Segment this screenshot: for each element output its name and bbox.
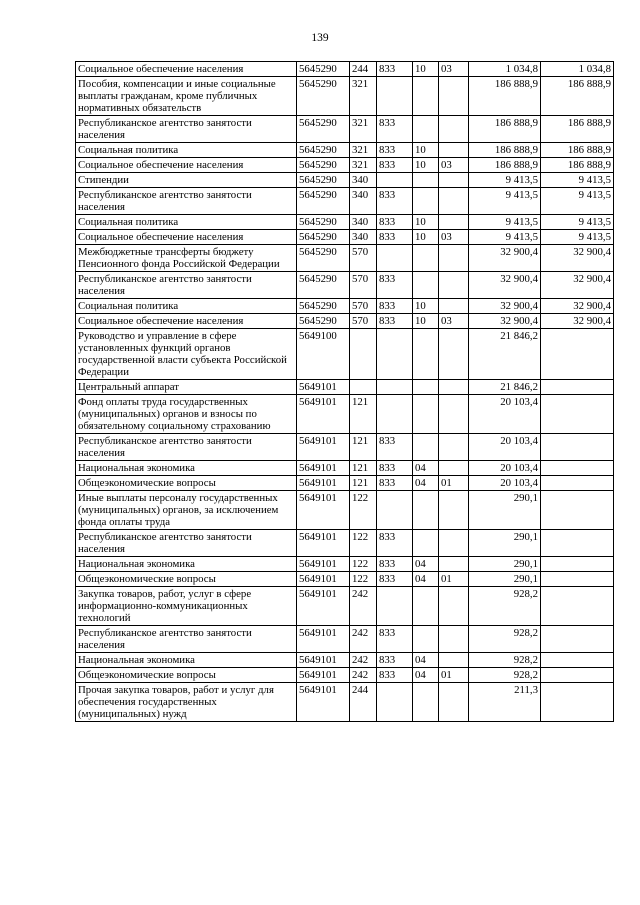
- sum-year1-cell: 32 900,4: [469, 314, 541, 329]
- section-cell: 10: [413, 314, 439, 329]
- target-article-cell: 5645290: [297, 173, 350, 188]
- section-cell: [413, 329, 439, 380]
- section-cell: 10: [413, 158, 439, 173]
- subsection-cell: [439, 557, 469, 572]
- subsection-cell: [439, 329, 469, 380]
- target-article-cell: 5649100: [297, 329, 350, 380]
- table-row: [76, 245, 614, 272]
- administrator-code-cell: 833: [377, 62, 413, 77]
- sum-year2-cell: 32 900,4: [541, 314, 614, 329]
- sum-year2-cell: [541, 653, 614, 668]
- table-row: [76, 395, 614, 434]
- sum-year2-cell: [541, 491, 614, 530]
- section-cell: [413, 173, 439, 188]
- table-row: [76, 476, 614, 491]
- table-row: [76, 299, 614, 314]
- sum-year1-cell: 290,1: [469, 530, 541, 557]
- expense-type-cell: 321: [350, 77, 377, 116]
- subsection-cell: [439, 491, 469, 530]
- target-article-cell: 5645290: [297, 272, 350, 299]
- target-article-cell: 5649101: [297, 668, 350, 683]
- section-cell: 04: [413, 653, 439, 668]
- sum-year1-cell: 928,2: [469, 668, 541, 683]
- table-row: [76, 314, 614, 329]
- administrator-code-cell: [377, 395, 413, 434]
- sum-year1-cell: 20 103,4: [469, 476, 541, 491]
- table-row: [76, 215, 614, 230]
- administrator-code-cell: 833: [377, 143, 413, 158]
- sum-year2-cell: 9 413,5: [541, 230, 614, 245]
- administrator-code-cell: 833: [377, 476, 413, 491]
- section-cell: 04: [413, 572, 439, 587]
- section-cell: 04: [413, 557, 439, 572]
- table-row: [76, 173, 614, 188]
- section-cell: 10: [413, 299, 439, 314]
- row-name-cell: Республиканское агентство занятости населения: [76, 188, 297, 215]
- sum-year1-cell: 186 888,9: [469, 143, 541, 158]
- row-name-cell: Общеэкономические вопросы: [76, 476, 297, 491]
- target-article-cell: 5649101: [297, 587, 350, 626]
- row-name-cell: Общеэкономические вопросы: [76, 572, 297, 587]
- subsection-cell: 03: [439, 62, 469, 77]
- table-row: [76, 188, 614, 215]
- table-row: [76, 380, 614, 395]
- sum-year2-cell: [541, 530, 614, 557]
- sum-year1-cell: 32 900,4: [469, 299, 541, 314]
- target-article-cell: 5645290: [297, 215, 350, 230]
- row-name-cell: Иные выплаты персоналу государственных (муниципальных) органов, за исключением фонда оплаты труда: [76, 491, 297, 530]
- sum-year1-cell: 20 103,4: [469, 434, 541, 461]
- table-row: [76, 683, 614, 722]
- row-name-cell: Национальная экономика: [76, 557, 297, 572]
- subsection-cell: 03: [439, 158, 469, 173]
- section-cell: [413, 530, 439, 557]
- administrator-code-cell: 833: [377, 188, 413, 215]
- row-name-cell: Республиканское агентство занятости населения: [76, 272, 297, 299]
- target-article-cell: 5649101: [297, 683, 350, 722]
- target-article-cell: 5649101: [297, 530, 350, 557]
- subsection-cell: [439, 299, 469, 314]
- table-row: [76, 77, 614, 116]
- administrator-code-cell: 833: [377, 158, 413, 173]
- sum-year2-cell: 1 034,8: [541, 62, 614, 77]
- subsection-cell: 03: [439, 230, 469, 245]
- administrator-code-cell: [377, 491, 413, 530]
- sum-year2-cell: [541, 683, 614, 722]
- sum-year2-cell: [541, 626, 614, 653]
- subsection-cell: [439, 272, 469, 299]
- target-article-cell: 5649101: [297, 380, 350, 395]
- administrator-code-cell: 833: [377, 299, 413, 314]
- sum-year1-cell: 20 103,4: [469, 395, 541, 434]
- sum-year2-cell: 9 413,5: [541, 188, 614, 215]
- target-article-cell: 5645290: [297, 314, 350, 329]
- expense-type-cell: 321: [350, 158, 377, 173]
- table-row: [76, 461, 614, 476]
- sum-year2-cell: [541, 668, 614, 683]
- section-cell: [413, 683, 439, 722]
- sum-year2-cell: 9 413,5: [541, 215, 614, 230]
- sum-year2-cell: [541, 557, 614, 572]
- table-row: [76, 158, 614, 173]
- administrator-code-cell: 833: [377, 230, 413, 245]
- expense-type-cell: 121: [350, 461, 377, 476]
- sum-year1-cell: 290,1: [469, 491, 541, 530]
- subsection-cell: [439, 653, 469, 668]
- target-article-cell: 5645290: [297, 230, 350, 245]
- section-cell: [413, 188, 439, 215]
- row-name-cell: Республиканское агентство занятости населения: [76, 530, 297, 557]
- section-cell: [413, 626, 439, 653]
- expense-type-cell: 570: [350, 272, 377, 299]
- subsection-cell: [439, 434, 469, 461]
- sum-year2-cell: [541, 395, 614, 434]
- expense-type-cell: [350, 329, 377, 380]
- expense-type-cell: 242: [350, 668, 377, 683]
- table-row: [76, 491, 614, 530]
- expense-type-cell: 244: [350, 683, 377, 722]
- table-row: [76, 143, 614, 158]
- sum-year1-cell: 20 103,4: [469, 461, 541, 476]
- subsection-cell: [439, 587, 469, 626]
- expense-type-cell: 340: [350, 230, 377, 245]
- sum-year2-cell: 186 888,9: [541, 77, 614, 116]
- table-row: [76, 62, 614, 77]
- administrator-code-cell: 833: [377, 272, 413, 299]
- section-cell: 04: [413, 668, 439, 683]
- administrator-code-cell: [377, 683, 413, 722]
- administrator-code-cell: [377, 587, 413, 626]
- sum-year1-cell: 9 413,5: [469, 188, 541, 215]
- sum-year1-cell: 21 846,2: [469, 380, 541, 395]
- sum-year2-cell: [541, 572, 614, 587]
- row-name-cell: Республиканское агентство занятости населения: [76, 626, 297, 653]
- table-row: [76, 272, 614, 299]
- table-row: [76, 434, 614, 461]
- target-article-cell: 5645290: [297, 158, 350, 173]
- administrator-code-cell: 833: [377, 434, 413, 461]
- sum-year1-cell: 186 888,9: [469, 77, 541, 116]
- sum-year1-cell: 290,1: [469, 572, 541, 587]
- sum-year2-cell: 186 888,9: [541, 116, 614, 143]
- section-cell: [413, 272, 439, 299]
- row-name-cell: Прочая закупка товаров, работ и услуг для обеспечения государственных (муниципальных) нужд: [76, 683, 297, 722]
- table-row: [76, 668, 614, 683]
- target-article-cell: 5649101: [297, 476, 350, 491]
- target-article-cell: 5649101: [297, 395, 350, 434]
- expense-type-cell: 570: [350, 245, 377, 272]
- target-article-cell: 5645290: [297, 62, 350, 77]
- sum-year2-cell: 32 900,4: [541, 299, 614, 314]
- administrator-code-cell: 833: [377, 653, 413, 668]
- administrator-code-cell: [377, 173, 413, 188]
- subsection-cell: 01: [439, 572, 469, 587]
- expense-type-cell: 122: [350, 557, 377, 572]
- section-cell: 10: [413, 215, 439, 230]
- sum-year2-cell: 9 413,5: [541, 173, 614, 188]
- row-name-cell: Социальная политика: [76, 299, 297, 314]
- subsection-cell: [439, 116, 469, 143]
- sum-year2-cell: [541, 476, 614, 491]
- administrator-code-cell: [377, 77, 413, 116]
- subsection-cell: 03: [439, 314, 469, 329]
- row-name-cell: Социальное обеспечение населения: [76, 314, 297, 329]
- section-cell: [413, 245, 439, 272]
- administrator-code-cell: 833: [377, 668, 413, 683]
- subsection-cell: 01: [439, 476, 469, 491]
- subsection-cell: [439, 215, 469, 230]
- sum-year2-cell: 186 888,9: [541, 143, 614, 158]
- expense-type-cell: 242: [350, 587, 377, 626]
- subsection-cell: [439, 530, 469, 557]
- subsection-cell: [439, 188, 469, 215]
- subsection-cell: [439, 245, 469, 272]
- sum-year1-cell: 928,2: [469, 587, 541, 626]
- budget-table: [75, 61, 614, 722]
- expense-type-cell: 321: [350, 116, 377, 143]
- administrator-code-cell: 833: [377, 626, 413, 653]
- row-name-cell: Закупка товаров, работ, услуг в сфере информационно-коммуникационных технологий: [76, 587, 297, 626]
- subsection-cell: [439, 77, 469, 116]
- sum-year1-cell: 186 888,9: [469, 116, 541, 143]
- expense-type-cell: 340: [350, 173, 377, 188]
- sum-year1-cell: 32 900,4: [469, 272, 541, 299]
- table-row: [76, 329, 614, 380]
- subsection-cell: [439, 143, 469, 158]
- table-row: [76, 626, 614, 653]
- expense-type-cell: 242: [350, 653, 377, 668]
- target-article-cell: 5645290: [297, 143, 350, 158]
- sum-year1-cell: 9 413,5: [469, 173, 541, 188]
- subsection-cell: 01: [439, 668, 469, 683]
- target-article-cell: 5649101: [297, 557, 350, 572]
- section-cell: 10: [413, 143, 439, 158]
- subsection-cell: [439, 626, 469, 653]
- sum-year1-cell: 211,3: [469, 683, 541, 722]
- table-row: [76, 572, 614, 587]
- row-name-cell: Республиканское агентство занятости населения: [76, 116, 297, 143]
- table-row: [76, 530, 614, 557]
- expense-type-cell: 570: [350, 299, 377, 314]
- expense-type-cell: 570: [350, 314, 377, 329]
- administrator-code-cell: [377, 245, 413, 272]
- sum-year2-cell: [541, 587, 614, 626]
- row-name-cell: Фонд оплаты труда государственных (муниципальных) органов и взносы по обязательному социальному страхованию: [76, 395, 297, 434]
- table-row: [76, 230, 614, 245]
- sum-year1-cell: 1 034,8: [469, 62, 541, 77]
- sum-year1-cell: 928,2: [469, 626, 541, 653]
- target-article-cell: 5649101: [297, 626, 350, 653]
- subsection-cell: [439, 395, 469, 434]
- page-number: 139: [311, 32, 329, 44]
- sum-year1-cell: 9 413,5: [469, 215, 541, 230]
- target-article-cell: 5649101: [297, 461, 350, 476]
- sum-year1-cell: 21 846,2: [469, 329, 541, 380]
- section-cell: 10: [413, 62, 439, 77]
- sum-year2-cell: [541, 329, 614, 380]
- section-cell: [413, 116, 439, 143]
- table-row: [76, 587, 614, 626]
- sum-year2-cell: [541, 380, 614, 395]
- expense-type-cell: 244: [350, 62, 377, 77]
- expense-type-cell: 242: [350, 626, 377, 653]
- administrator-code-cell: 833: [377, 461, 413, 476]
- row-name-cell: Социальное обеспечение населения: [76, 62, 297, 77]
- sum-year2-cell: 32 900,4: [541, 245, 614, 272]
- section-cell: [413, 77, 439, 116]
- budget-table-body: [76, 62, 614, 722]
- expense-type-cell: 340: [350, 188, 377, 215]
- sum-year1-cell: 290,1: [469, 557, 541, 572]
- administrator-code-cell: [377, 380, 413, 395]
- sum-year1-cell: 9 413,5: [469, 230, 541, 245]
- subsection-cell: [439, 173, 469, 188]
- row-name-cell: Социальная политика: [76, 143, 297, 158]
- administrator-code-cell: 833: [377, 530, 413, 557]
- expense-type-cell: 340: [350, 215, 377, 230]
- section-cell: [413, 491, 439, 530]
- table-row: [76, 557, 614, 572]
- administrator-code-cell: [377, 329, 413, 380]
- row-name-cell: Межбюджетные трансферты бюджету Пенсионного фонда Российской Федерации: [76, 245, 297, 272]
- sum-year2-cell: [541, 434, 614, 461]
- subsection-cell: [439, 461, 469, 476]
- target-article-cell: 5645290: [297, 116, 350, 143]
- row-name-cell: Социальное обеспечение населения: [76, 230, 297, 245]
- row-name-cell: Национальная экономика: [76, 461, 297, 476]
- target-article-cell: 5649101: [297, 653, 350, 668]
- target-article-cell: 5649101: [297, 572, 350, 587]
- row-name-cell: Национальная экономика: [76, 653, 297, 668]
- section-cell: 10: [413, 230, 439, 245]
- expense-type-cell: [350, 380, 377, 395]
- expense-type-cell: 122: [350, 572, 377, 587]
- row-name-cell: Социальная политика: [76, 215, 297, 230]
- row-name-cell: Центральный аппарат: [76, 380, 297, 395]
- sum-year1-cell: 928,2: [469, 653, 541, 668]
- table-row: [76, 653, 614, 668]
- expense-type-cell: 321: [350, 143, 377, 158]
- administrator-code-cell: 833: [377, 215, 413, 230]
- expense-type-cell: 122: [350, 491, 377, 530]
- sum-year1-cell: 32 900,4: [469, 245, 541, 272]
- administrator-code-cell: 833: [377, 314, 413, 329]
- section-cell: 04: [413, 476, 439, 491]
- section-cell: [413, 587, 439, 626]
- row-name-cell: Общеэкономические вопросы: [76, 668, 297, 683]
- target-article-cell: 5645290: [297, 299, 350, 314]
- section-cell: 04: [413, 461, 439, 476]
- section-cell: [413, 434, 439, 461]
- expense-type-cell: 121: [350, 395, 377, 434]
- section-cell: [413, 395, 439, 434]
- section-cell: [413, 380, 439, 395]
- target-article-cell: 5649101: [297, 434, 350, 461]
- administrator-code-cell: 833: [377, 572, 413, 587]
- row-name-cell: Стипендии: [76, 173, 297, 188]
- subsection-cell: [439, 683, 469, 722]
- expense-type-cell: 122: [350, 530, 377, 557]
- target-article-cell: 5645290: [297, 188, 350, 215]
- target-article-cell: 5645290: [297, 245, 350, 272]
- sum-year2-cell: 186 888,9: [541, 158, 614, 173]
- subsection-cell: [439, 380, 469, 395]
- expense-type-cell: 121: [350, 476, 377, 491]
- target-article-cell: 5649101: [297, 491, 350, 530]
- row-name-cell: Социальное обеспечение населения: [76, 158, 297, 173]
- sum-year2-cell: [541, 461, 614, 476]
- table-row: [76, 116, 614, 143]
- row-name-cell: Руководство и управление в сфере установленных функций органов государственной власти субъекта Российской Федерации: [76, 329, 297, 380]
- sum-year2-cell: 32 900,4: [541, 272, 614, 299]
- administrator-code-cell: 833: [377, 557, 413, 572]
- expense-type-cell: 121: [350, 434, 377, 461]
- sum-year1-cell: 186 888,9: [469, 158, 541, 173]
- row-name-cell: Пособия, компенсации и иные социальные выплаты гражданам, кроме публичных нормативных обязательств: [76, 77, 297, 116]
- target-article-cell: 5645290: [297, 77, 350, 116]
- administrator-code-cell: 833: [377, 116, 413, 143]
- row-name-cell: Республиканское агентство занятости населения: [76, 434, 297, 461]
